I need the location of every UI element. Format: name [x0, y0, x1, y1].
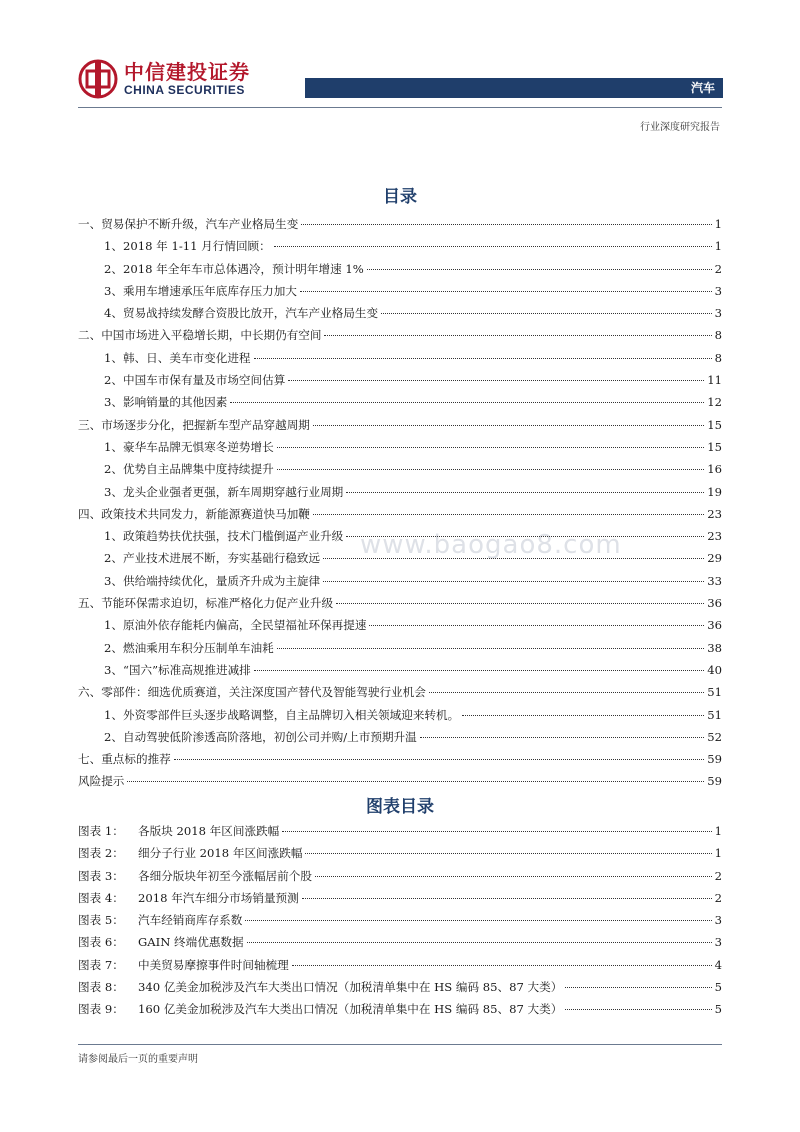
figure-title: 细分子行业 2018 年区间涨跌幅 [138, 846, 303, 861]
leader-dots [254, 670, 704, 671]
page-number: 33 [707, 573, 722, 588]
toc-entry[interactable] [78, 707, 722, 729]
leader-dots [369, 625, 704, 626]
toc-entry[interactable] [78, 550, 722, 572]
figure-label: 图表 1： [78, 824, 124, 838]
leader-dots [300, 291, 712, 292]
logo-english-name: CHINA SECURITIES [124, 83, 245, 97]
leader-dots [302, 898, 712, 899]
toc-entry[interactable] [78, 216, 722, 238]
leader-dots [367, 269, 712, 270]
figure-label: 图表 6： [78, 935, 124, 950]
leader-dots [274, 246, 712, 247]
toc-entry-text: 1、政策趋势扶优扶强，技术门槛倒逼产业升级 [104, 529, 344, 544]
page-number: 15 [707, 417, 722, 432]
leader-dots [230, 402, 704, 403]
figure-title: 中美贸易摩擦事件时间轴梳理 [138, 957, 289, 972]
citic-logo-icon [78, 59, 118, 99]
toc-entry-text: 3、乘用车增速承压年底库存压力加大 [104, 283, 297, 298]
toc-entry-text: 3、龙头企业强者更强，新车周期穿越行业周期 [104, 484, 344, 499]
toc-entry-text: 2、优势自主品牌集中度持续提升 [104, 462, 274, 477]
figure-label: 图表 3： [78, 868, 124, 883]
figure-label: 图表 7： [78, 957, 124, 972]
page-number: 1 [714, 239, 722, 254]
page-number: 19 [707, 484, 722, 499]
leader-dots [277, 648, 705, 649]
toc-entry[interactable] [78, 573, 722, 595]
figure-title: 各细分版块年初至今涨幅居前个股 [138, 868, 312, 883]
figure-label: 图表 8： [78, 980, 124, 995]
leader-dots [323, 581, 704, 582]
leader-dots [462, 715, 704, 716]
figure-entry[interactable] [78, 912, 722, 934]
leader-dots [565, 987, 711, 988]
toc-entry[interactable] [78, 684, 722, 706]
leader-dots [429, 692, 704, 693]
figure-entry[interactable] [78, 845, 722, 867]
figure-entry[interactable] [78, 1001, 722, 1023]
header-divider [78, 107, 722, 108]
toc-entry[interactable] [78, 506, 722, 528]
page-number: 15 [707, 439, 722, 454]
page-number: 5 [714, 1002, 722, 1017]
leader-dots [313, 514, 704, 515]
page-number: 36 [707, 618, 722, 633]
toc-entry-text: 1、原油外依存能耗内偏高，全民望福祉环保再提速 [104, 618, 367, 633]
toc-entry-text: 4、贸易战持续发酵合资股比放开，汽车产业格局生变 [104, 306, 379, 321]
figure-title: 2018 年汽车细分市场销量预测 [138, 890, 299, 905]
toc-entry[interactable] [78, 417, 722, 439]
leader-dots [288, 380, 704, 381]
toc-entry-text: 1、豪华车品牌无惧寒冬逆势增长 [104, 439, 274, 454]
figure-title: 各版块 2018 年区间涨跌幅 [138, 824, 280, 838]
leader-dots [381, 313, 712, 314]
page-number: 51 [707, 685, 722, 700]
leader-dots [245, 920, 711, 921]
page-number: 1 [714, 217, 722, 231]
toc-entry[interactable] [78, 617, 722, 639]
page-number: 8 [714, 350, 722, 365]
toc-entry-text: 二、中国市场进入平稳增长期，中长期仍有空间 [78, 328, 322, 343]
toc-entry[interactable] [78, 305, 722, 327]
leader-dots [346, 536, 704, 537]
company-logo [78, 58, 250, 100]
page-number: 3 [714, 283, 722, 298]
page-number: 36 [707, 596, 722, 611]
page-number: 3 [714, 935, 722, 950]
page-number: 2 [714, 868, 722, 883]
page-number: 1 [714, 846, 722, 861]
page-number: 2 [714, 890, 722, 905]
leader-dots [313, 425, 704, 426]
toc-entry[interactable] [78, 394, 722, 416]
report-type: 行业深度研究报告 [640, 122, 720, 133]
toc-entry[interactable] [78, 484, 722, 506]
page-number: 16 [707, 462, 722, 477]
figure-entry[interactable] [78, 934, 722, 956]
page-number: 3 [714, 306, 722, 321]
toc-entry-text: 2、产业技术进展不断，夯实基础行稳致远 [104, 551, 321, 566]
figure-label: 图表 9： [78, 1002, 124, 1017]
footer-disclaimer: 请参阅最后一页的重要声明 [78, 1054, 198, 1065]
figure-entry[interactable] [78, 957, 722, 979]
toc-entry-text: 一、贸易保护不断升级，汽车产业格局生变 [78, 217, 299, 231]
toc-entry[interactable] [78, 439, 722, 461]
page-number: 29 [707, 551, 722, 566]
toc-entry[interactable] [78, 595, 722, 617]
sector-label: 汽车 [690, 81, 715, 95]
leader-dots [292, 965, 712, 966]
toc-entry[interactable] [78, 751, 722, 773]
page-number: 59 [707, 774, 722, 789]
sector-banner [305, 78, 723, 98]
page-number: 12 [707, 395, 722, 410]
leader-dots [247, 942, 712, 943]
leader-dots [174, 759, 704, 760]
footer-divider [78, 1044, 722, 1045]
toc-entry-text: 3、“国六”标准高规推进减排 [104, 662, 251, 677]
toc-entry-text: 3、供给端持续优化，量质齐升成为主旋律 [104, 573, 321, 588]
toc-entry[interactable] [78, 461, 722, 483]
leader-dots [254, 358, 712, 359]
leader-dots [336, 603, 704, 604]
figure-label: 图表 4： [78, 890, 124, 905]
toc-entry-text: 风险提示 [78, 774, 125, 789]
leader-dots [323, 558, 704, 559]
figure-entry[interactable] [78, 868, 722, 890]
leader-dots [277, 447, 705, 448]
toc-entry[interactable] [78, 372, 722, 394]
page-number: 4 [714, 957, 722, 972]
toc-entry-text: 2、2018 年全年车市总体遇冷，预计明年增速 1% [104, 261, 364, 276]
leader-dots [277, 469, 705, 470]
toc-entry-text: 四、政策技术共同发力，新能源赛道快马加鞭 [78, 506, 310, 521]
figure-label: 图表 2： [78, 846, 124, 861]
page-number: 5 [714, 980, 722, 995]
watermark: www.baogao8.com [360, 530, 622, 560]
toc-entry-text: 2、燃油乘用车积分压制单车油耗 [104, 640, 274, 655]
leader-dots [565, 1009, 711, 1010]
page-number: 40 [707, 662, 722, 677]
toc-entry[interactable] [78, 528, 722, 550]
page-number: 11 [707, 373, 722, 388]
page-number: 23 [707, 506, 722, 521]
page-number: 52 [707, 729, 722, 744]
toc-entry-text: 1、韩、日、美车市变化进程 [104, 350, 251, 365]
toc-entry-text: 1、2018 年 1-11 月行情回顾： [104, 239, 271, 254]
figure-entry[interactable] [78, 823, 722, 845]
toc-list [78, 216, 722, 796]
toc-title: 目录 [383, 187, 417, 207]
figure-entry[interactable] [78, 890, 722, 912]
logo-chinese-name: 中信建投证券 [124, 60, 250, 84]
page-number: 38 [707, 640, 722, 655]
toc-entry[interactable] [78, 261, 722, 283]
toc-entry-text: 三、市场逐步分化，把握新车型产品穿越周期 [78, 417, 310, 432]
page-number: 59 [707, 752, 722, 767]
page-number: 3 [714, 913, 722, 928]
toc-entry-text: 1、外资零部件巨头逐步战略调整，自主品牌切入相关领域迎来转机。 [104, 707, 460, 722]
page-number: 8 [714, 328, 722, 343]
toc-entry[interactable] [78, 662, 722, 684]
toc-entry-text: 3、影响销量的其他因素 [104, 395, 228, 410]
leader-dots [282, 831, 711, 832]
figure-title: 160 亿美金加税涉及汽车大类出口情况（加税清单集中在 HS 编码 85、87 大类） [138, 1002, 563, 1017]
figure-title: 340 亿美金加税涉及汽车大类出口情况（加税清单集中在 HS 编码 85、87 大类） [138, 980, 563, 995]
figures-list [78, 823, 722, 1024]
toc-entry-text: 2、自动驾驶低阶渗透高阶落地，初创公司并购/上市预期升温 [104, 729, 417, 744]
leader-dots [420, 737, 705, 738]
toc-entry[interactable] [78, 238, 722, 260]
leader-dots [127, 781, 704, 782]
figure-title: GAIN 终端优惠数据 [138, 935, 244, 950]
toc-entry[interactable] [78, 729, 722, 751]
page-number: 23 [707, 529, 722, 544]
leader-dots [301, 224, 711, 225]
leader-dots [346, 492, 704, 493]
toc-entry[interactable] [78, 327, 722, 349]
toc-entry-text: 五、节能环保需求迫切，标准严格化力促产业升级 [78, 596, 334, 611]
figures-title: 图表目录 [366, 797, 434, 817]
toc-entry-text: 七、重点标的推荐 [78, 752, 171, 767]
leader-dots [315, 876, 712, 877]
toc-entry-text: 2、中国车市保有量及市场空间估算 [104, 373, 286, 388]
toc-entry-text: 六、零部件：细选优质赛道，关注深度国产替代及智能驾驶行业机会 [78, 685, 426, 700]
leader-dots [305, 853, 711, 854]
page-number: 51 [707, 707, 722, 722]
figure-label: 图表 5： [78, 913, 124, 928]
toc-entry[interactable] [78, 350, 722, 372]
toc-entry[interactable] [78, 283, 722, 305]
toc-entry[interactable] [78, 640, 722, 662]
page-number: 2 [714, 261, 722, 276]
figure-title: 汽车经销商库存系数 [138, 913, 243, 928]
figure-entry[interactable] [78, 979, 722, 1001]
page-number: 1 [714, 824, 722, 838]
leader-dots [324, 335, 711, 336]
